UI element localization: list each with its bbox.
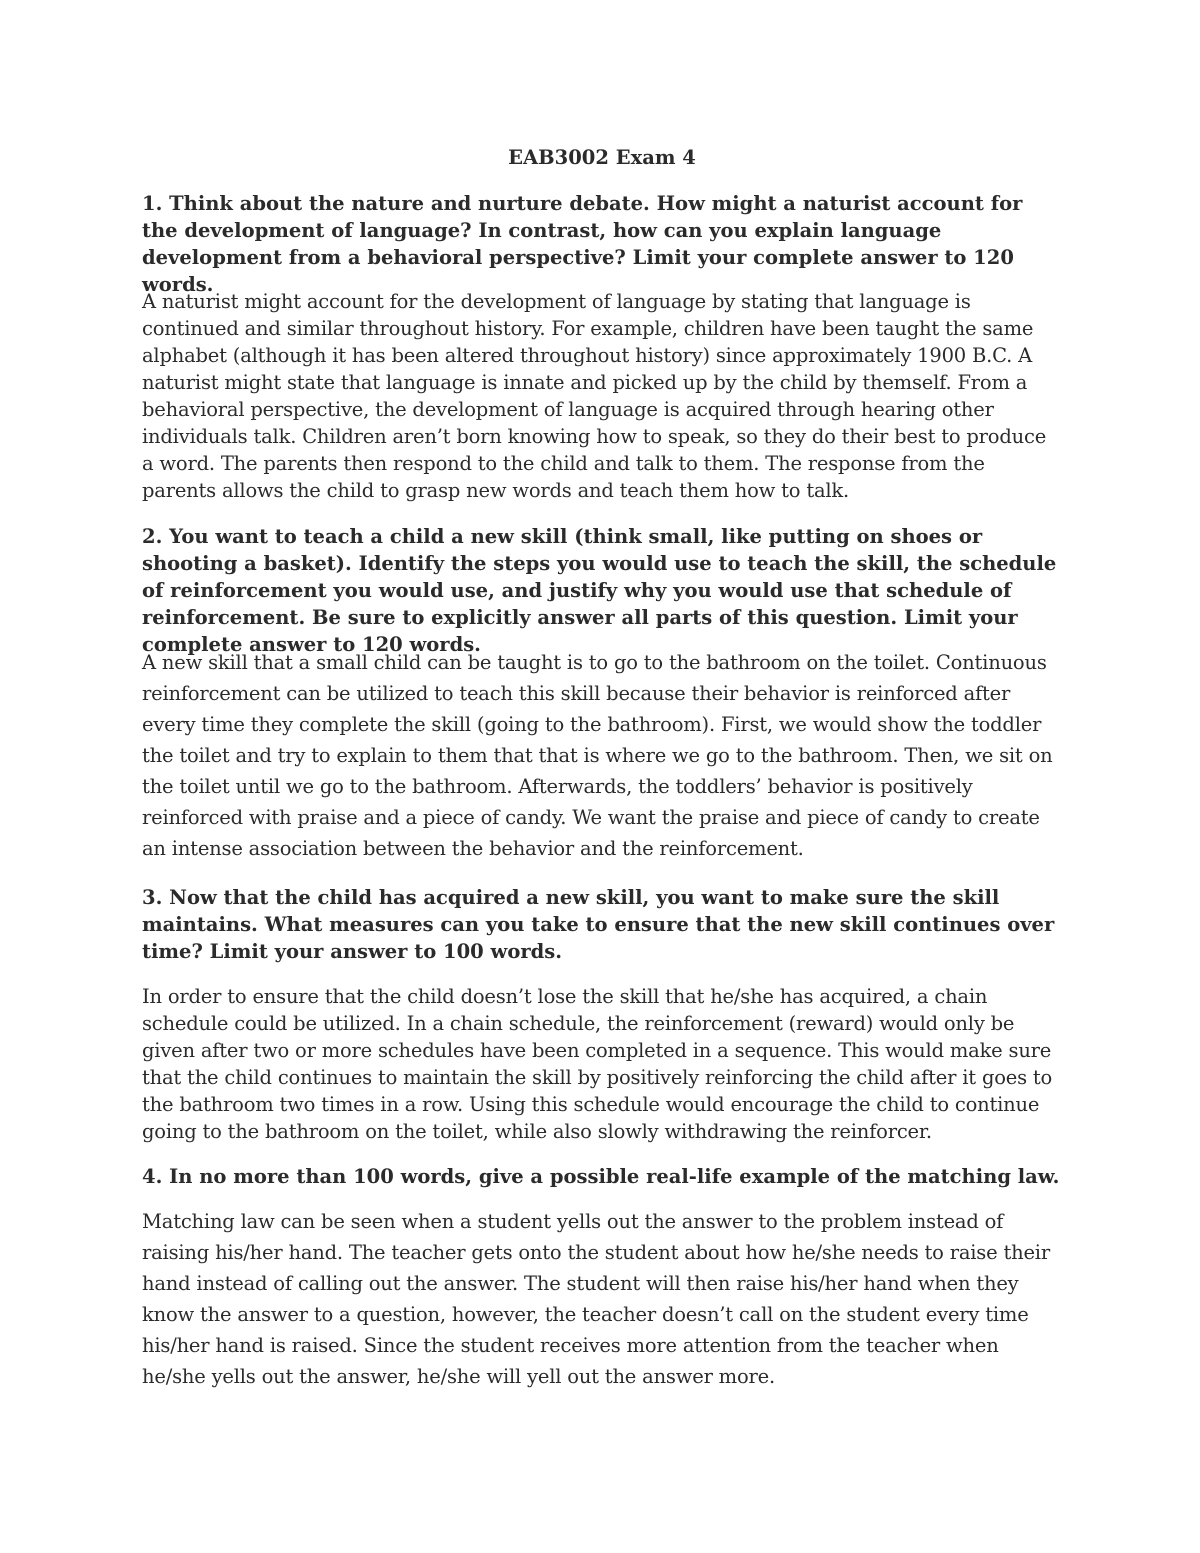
question-2: 2. You want to teach a child a new skill (think small, like putting on shoes or shooting a basket). Identify the steps you would use to teach the skill, the schedule of reinforcement you would use, and justify why you would use that schedule of reinforcement. Be sure to explicitly answer all parts of this question. Limit your complete answer to 120 words. [142, 525, 1057, 656]
answer-1: A naturist might account for the development of language by stating that language is continued and similar throughout history. For example, children have been taught the same alphabet (although it has been altered throughout history) since approximately 1900 B.C. A naturist might state that language is innate and picked up by the child by themself. From a behavioral perspective, the development of language is acquired through hearing other individuals talk. Children aren’t born knowing how to speak, so they do their best to produce a word. The parents then respond to the child and talk to them. The response from the parents allows the child to grasp new words and teach them how to talk. [142, 290, 1047, 502]
answer-3: In order to ensure that the child doesn’t lose the skill that he/she has acquired, a chain schedule could be utilized. In a chain schedule, the reinforcement (reward) would only be given after two or more schedules have been completed in a sequence. This would make sure that the child continues to maintain the skill by positively reinforcing the child after it goes to the bathroom two times in a row. Using this schedule would encourage the child to continue going to the bathroom on the toilet, while also slowly withdrawing the reinforcer. [142, 985, 1053, 1143]
answer-4: Matching law can be seen when a student yells out the answer to the problem instead of raising his/her hand. The teacher gets onto the student about how he/she needs to raise their hand instead of calling out the answer. The student will then raise his/her hand when they know the answer to a question, however, the teacher doesn’t call on the student every time his/her hand is raised. Since the student receives more attention from the teacher when he/she yells out the answer, he/she will yell out the answer more. [142, 1210, 1050, 1388]
question-3: 3. Now that the child has acquired a new skill, you want to make sure the skill maintains. What measures can you take to ensure that the new skill continues over time? Limit your answer to 100 words. [142, 886, 1055, 963]
question-1: 1. Think about the nature and nurture debate. How might a naturist account for the development of language? In contrast, how can you explain language development from a behavioral perspective? Limit your complete answer to 120 words. [142, 192, 1023, 296]
question-4: 4. In no more than 100 words, give a possible real-life example of the matching law. [142, 1165, 1060, 1188]
answer-2: A new skill that a small child can be taught is to go to the bathroom on the toilet. Continuous reinforcement can be utilized to teach this skill because their behavior is reinforced after every time they complete the skill (going to the bathroom). First, we would show the toddler the toilet and try to explain to them that that is where we go to the bathroom. Then, we sit on the toilet until we go to the bathroom. Afterwards, the toddlers’ behavior is positively reinforced with praise and a piece of candy. We want the praise and piece of candy to create an intense association between the behavior and the reinforcement. [142, 651, 1053, 860]
document-title: EAB3002 Exam 4 [508, 146, 696, 169]
